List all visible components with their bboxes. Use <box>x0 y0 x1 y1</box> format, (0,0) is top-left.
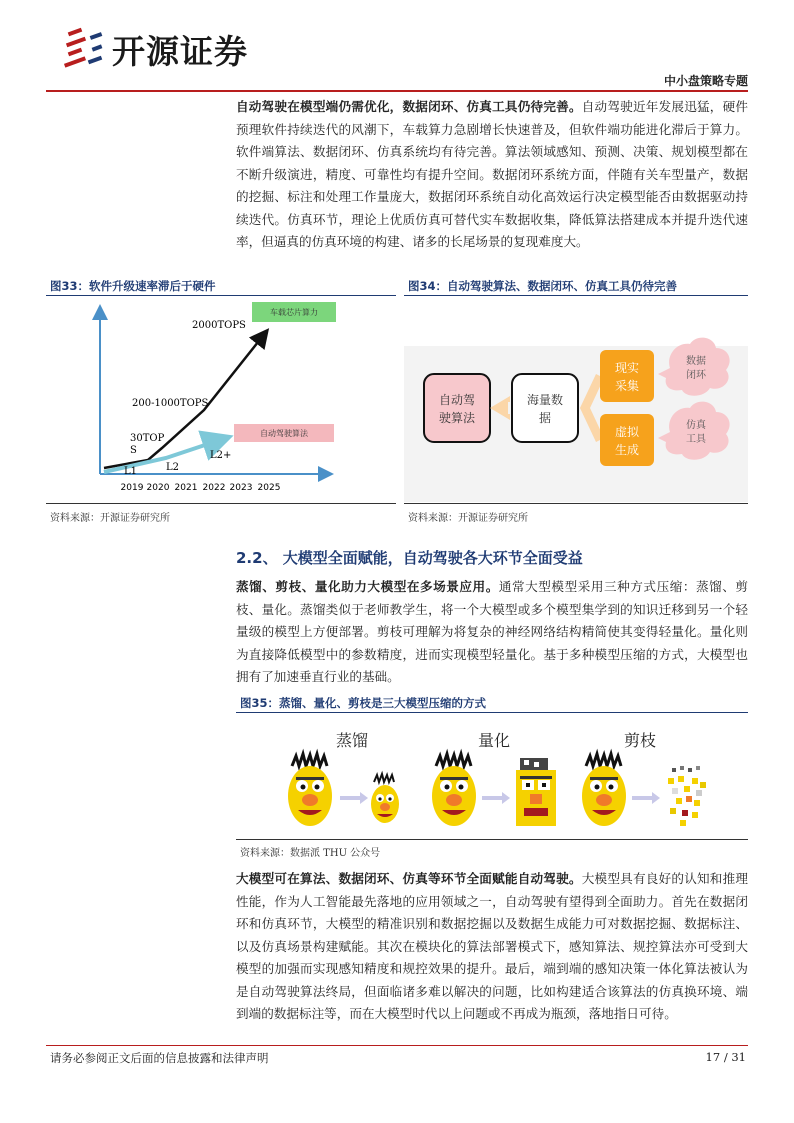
figure-34-top-rule <box>404 295 748 296</box>
x-tick: 2023 <box>229 483 253 493</box>
box-real-collection-line2: 采集 <box>614 379 640 393</box>
box-virtual-generation <box>600 414 654 466</box>
footer-disclaimer: 请务必参阅正文后面的信息披露和法律声明 <box>50 1051 269 1065</box>
label-200-1000tops: 200-1000TOPS <box>132 398 209 409</box>
arrow-right-icon <box>340 792 368 804</box>
box-driving-algorithm <box>424 374 490 442</box>
cloud-data-loop-line2: 闭环 <box>686 370 706 381</box>
x-tick: 2025 <box>257 483 281 493</box>
legend-hardware-label: 车载芯片算力 <box>270 308 318 317</box>
paragraph-body: 自动驾驶近年发展迅猛，硬件预理软件持续迭代的风潮下，车载算力急剧增长快速普及，但软件端功能进化滞后于算力。软件端算法、数据闭环、仿真系统均有待完善。算法领域感知、预测、决策、规划模型都在不断升级演进，精度、可靠性均有提升空间。数据闭环系统方面，伴随有关车型量产，数据的挖掘、标注和处理工作量庞大，数据闭环系统自动化高效运行决定模型能否由数据驱动持续迭代。仿真环节，理论上优质仿真可替代实车数据收集，降低算法搭建成本并提升迭代速率，但逼真的仿真环境的构建、诸多的长尾场景的复现难度大。 <box>236 99 749 249</box>
figure-33-chart <box>86 298 390 498</box>
label-distillation: 蒸馏 <box>335 731 369 750</box>
box-virtual-generation-line1: 虚拟 <box>614 425 640 439</box>
cloud-data-loop-line1: 数据 <box>686 356 706 367</box>
paragraph-large-model-empowerment <box>236 868 748 1026</box>
paragraph-body: 通常大型模型采用三种方式压缩：蒸馏、剪枝、量化。蒸馏类似于老师教学生，将一个大模型或多个模型集学到的知识迁移到另一个轻量级的模型上方便部署。剪枝可理解为将复杂的神经网络结构精简使其变得轻量化。量化则为直接降低模型中的参数精度，进而实现模型轻量化。基于多种模型压缩的方式，大模型也拥有了加速垂直行业的基础。 <box>236 579 749 684</box>
bert-face-large-icon <box>288 754 332 826</box>
label-l1: L1 <box>124 466 138 477</box>
figure-33-bottom-rule <box>46 503 396 504</box>
figure-34-title: 图34：自动驾驶算法、数据闭环、仿真工具仍待完善 <box>408 279 678 293</box>
page-number: 17 / 31 <box>705 1050 746 1064</box>
legend-software-label: 自动驾驶算法 <box>260 429 308 438</box>
software-algorithm-line <box>104 438 226 472</box>
figure-33-source: 资料来源：开源证券研究所 <box>50 513 170 524</box>
figure-34-bottom-rule <box>404 503 748 504</box>
bert-face-original-icon <box>432 754 476 826</box>
x-tick: 2022 <box>202 483 226 493</box>
bert-face-small-icon <box>371 774 399 823</box>
report-tag: 中小盘策略专题 <box>663 74 748 88</box>
x-tick: 2019 <box>120 483 144 493</box>
figure-34-source: 资料来源：开源证券研究所 <box>408 513 528 524</box>
x-tick: 2021 <box>174 483 198 493</box>
label-30tops-suffix: S <box>130 445 137 456</box>
box-massive-data-line1: 海量数 <box>526 393 564 407</box>
box-driving-algorithm-line1: 自动驾 <box>438 393 476 407</box>
label-2000tops: 2000TOPS <box>192 320 246 331</box>
brand-name: 开源证券 <box>112 32 248 71</box>
section-heading: 2.2、 大模型全面赋能，自动驾驶各大环节全面受益 <box>236 549 583 567</box>
box-driving-algorithm-line2: 驶算法 <box>438 411 476 425</box>
figure-35-top-rule <box>236 712 748 713</box>
label-30tops: 30TOP <box>130 433 165 444</box>
cloud-sim-tool-line2: 工具 <box>686 434 706 445</box>
paragraph-lead: 大模型可在算法、数据闭环、仿真等环节全面赋能自动驾驶。 <box>236 871 582 886</box>
bert-face-unpruned-icon <box>582 754 626 826</box>
figure-35-title: 图35：蒸馏、量化、剪枝是三大模型压缩的方式 <box>240 696 487 710</box>
paragraph-lead: 自动驾驶在模型端仍需优化，数据闭环、仿真工具仍待完善。 <box>236 99 582 114</box>
label-quantization: 量化 <box>477 731 511 750</box>
header-divider <box>46 90 748 92</box>
box-massive-data <box>512 374 578 442</box>
label-pruning: 剪枝 <box>623 731 657 750</box>
label-l2: L2 <box>166 462 180 473</box>
box-real-collection-line1: 现实 <box>614 361 640 375</box>
arrow-right-icon <box>482 792 510 804</box>
box-virtual-generation-line2: 生成 <box>614 443 640 457</box>
paragraph-lead: 蒸馏、剪枝、量化助力大模型在多场景应用。 <box>236 579 499 594</box>
figure-35-bottom-rule <box>236 839 748 840</box>
figure-33-title: 图33：软件升级速率滞后于硬件 <box>50 279 216 293</box>
bert-face-pruned-icon <box>668 766 706 826</box>
label-l2-plus: L2+ <box>210 450 232 461</box>
cloud-sim-tool-line1: 仿真 <box>686 420 706 431</box>
paragraph-autonomous-driving <box>236 96 748 254</box>
bert-face-quantized-icon <box>516 758 556 826</box>
box-real-collection <box>600 350 654 402</box>
figure-35-illustration <box>236 716 748 836</box>
figure-33-top-rule <box>46 295 396 296</box>
figure-35-source: 资料来源：数据派 THU 公众号 <box>240 848 381 859</box>
figure-34-diagram <box>404 298 748 502</box>
x-tick: 2020 <box>146 483 170 493</box>
box-massive-data-line2: 据 <box>538 411 552 425</box>
paragraph-body: 大模型具有良好的认知和推理性能，作为人工智能最先落地的应用领域之一，自动驾驶有望得到全面助力。首先在数据闭环和仿真环节，大模型的精准识别和数据挖掘以及数据生成能力可对数据挖掘、数据标注、以及仿真场景构建赋能。其次在模块化的算法部署模式下，感知算法、规控算法亦可受到大模型的加强而实现感知精度和规控效果的提升。最后，端到端的感知决策一体化算法被认为是自动驾驶算法终局，但面临诸多难以解决的问题，比如构建适合该算法的仿真换环境、端到端的数据标注等，而在大模型时代以上问题或不再成为瓶颈，落地指日可待。 <box>236 871 749 1021</box>
arrow-right-icon <box>632 792 660 804</box>
footer-divider <box>46 1045 748 1046</box>
paragraph-model-compression <box>236 576 748 689</box>
